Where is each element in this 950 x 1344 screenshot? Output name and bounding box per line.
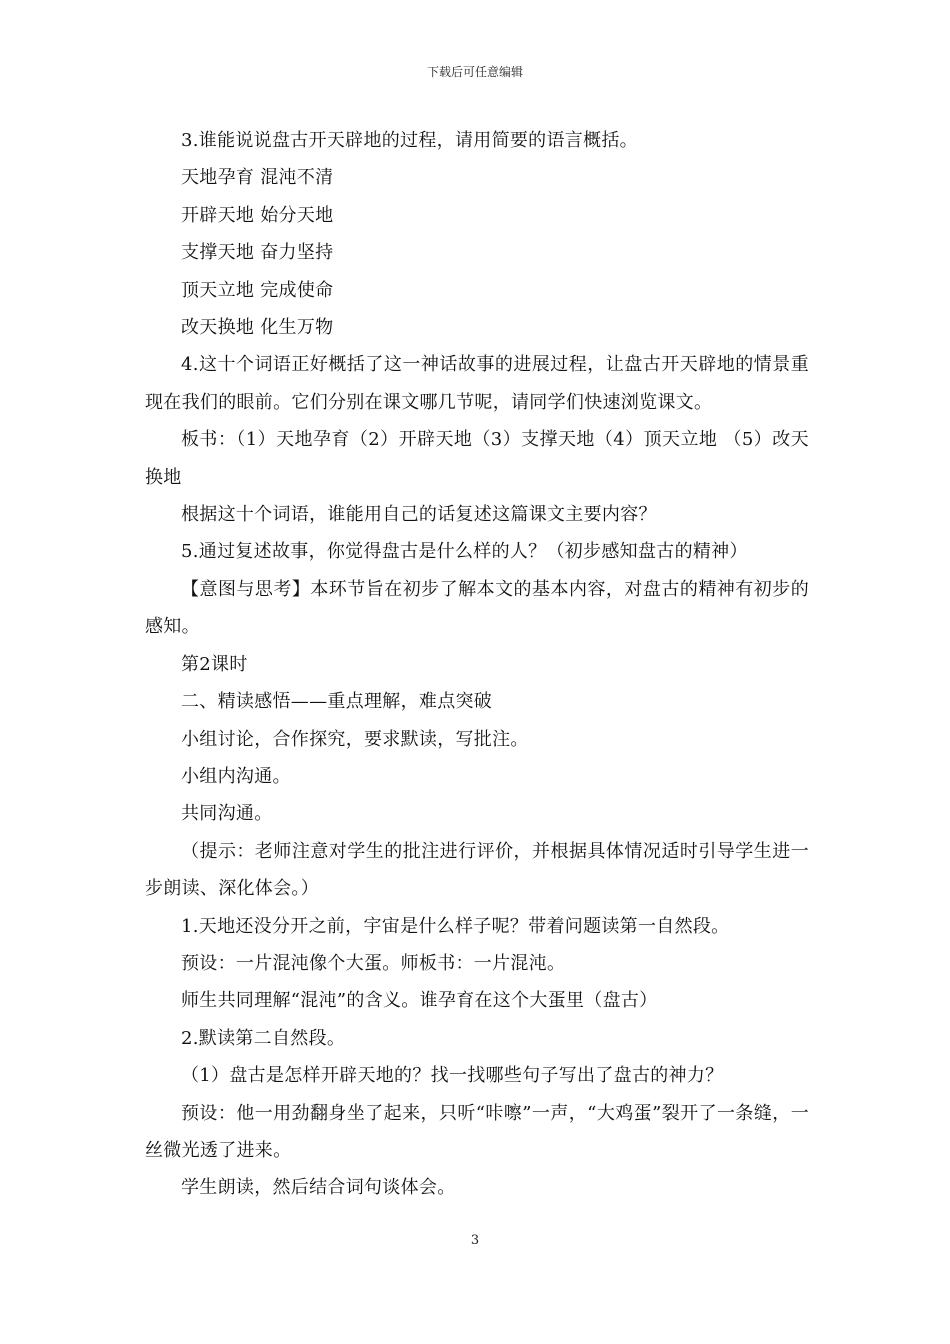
paragraph-student-reading: 学生朗读，然后结合词句谈体会。 — [181, 1177, 456, 1199]
paragraph-preset-1: 预设：一片混沌像个大蛋。师板书：一片混沌。 — [181, 952, 566, 974]
paragraph-phrase-2: 开辟天地 始分天地 — [181, 204, 334, 226]
paragraph-section-heading: 二、精读感悟——重点理解，难点突破 — [181, 691, 493, 713]
paragraph-intent-reflection: 【意图与思考】本环节旨在初步了解本文的基本内容，对盘古的精神有初步的感知。 — [145, 578, 809, 638]
paragraph-phrase-5: 改天换地 化生万物 — [181, 317, 334, 339]
paragraph-phrase-4: 顶天立地 完成使命 — [181, 279, 334, 301]
paragraph-question-4: 4.这十个词语正好概括了这一神话故事的进展过程，让盘古开天辟地的情景重现在我们的眼前。它们分别在课文哪几节呢，请同学们快速浏览课文。 — [145, 354, 809, 413]
paragraph-sub-question-1: （1）盘古是怎样开辟天地的？找一找哪些句子写出了盘古的神力？ — [181, 1065, 724, 1087]
paragraph-lesson-2-heading: 第2课时 — [181, 653, 248, 675]
paragraph-group-discussion: 小组讨论，合作探究，要求默读，写批注。 — [181, 728, 529, 750]
document-body — [145, 122, 809, 1207]
paragraph-retell-prompt: 根据这十个词语，谁能用自己的话复述这篇课文主要内容？ — [181, 504, 657, 526]
paragraph-question-2: 2.默读第二自然段。 — [181, 1027, 346, 1049]
paragraph-preset-2: 预设：他一用劲翻身坐了起来，只听“咔嚓”一声，“大鸡蛋”裂开了一条缝，一丝微光透了进来。 — [145, 1102, 809, 1161]
paragraph-group-communication: 小组内沟通。 — [181, 765, 291, 787]
page-header: 下载后可任意编辑 — [426, 65, 523, 79]
paragraph-question-1: 1.天地还没分开之前，宇宙是什么样子呢？带着问题读第一自然段。 — [181, 915, 730, 937]
paragraph-shared-communication: 共同沟通。 — [181, 803, 273, 825]
paragraph-teacher-tip: （提示：老师注意对学生的批注进行评价，并根据具体情况适时引导学生进一步朗读、深化体会。） — [145, 840, 809, 900]
paragraph-question-5: 5.通过复述故事，你觉得盘古是什么样的人？（初步感知盘古的精神） — [181, 541, 748, 563]
page-number: 3 — [470, 1233, 480, 1248]
paragraph-phrase-3: 支撑天地 奋力坚持 — [181, 242, 334, 264]
paragraph-understanding: 师生共同理解“混沌”的含义。谁孕育在这个大蛋里（盘古） — [181, 990, 658, 1012]
paragraph-board-writing: 板书：（1）天地孕育（2）开辟天地（3）支撑天地（4）顶天立地 （5）改天换地 — [145, 429, 809, 488]
paragraph-question-3: 3.谁能说说盘古开天辟地的过程，请用简要的语言概括。 — [181, 130, 638, 151]
paragraph-phrase-1: 天地孕育 混沌不清 — [181, 167, 334, 189]
